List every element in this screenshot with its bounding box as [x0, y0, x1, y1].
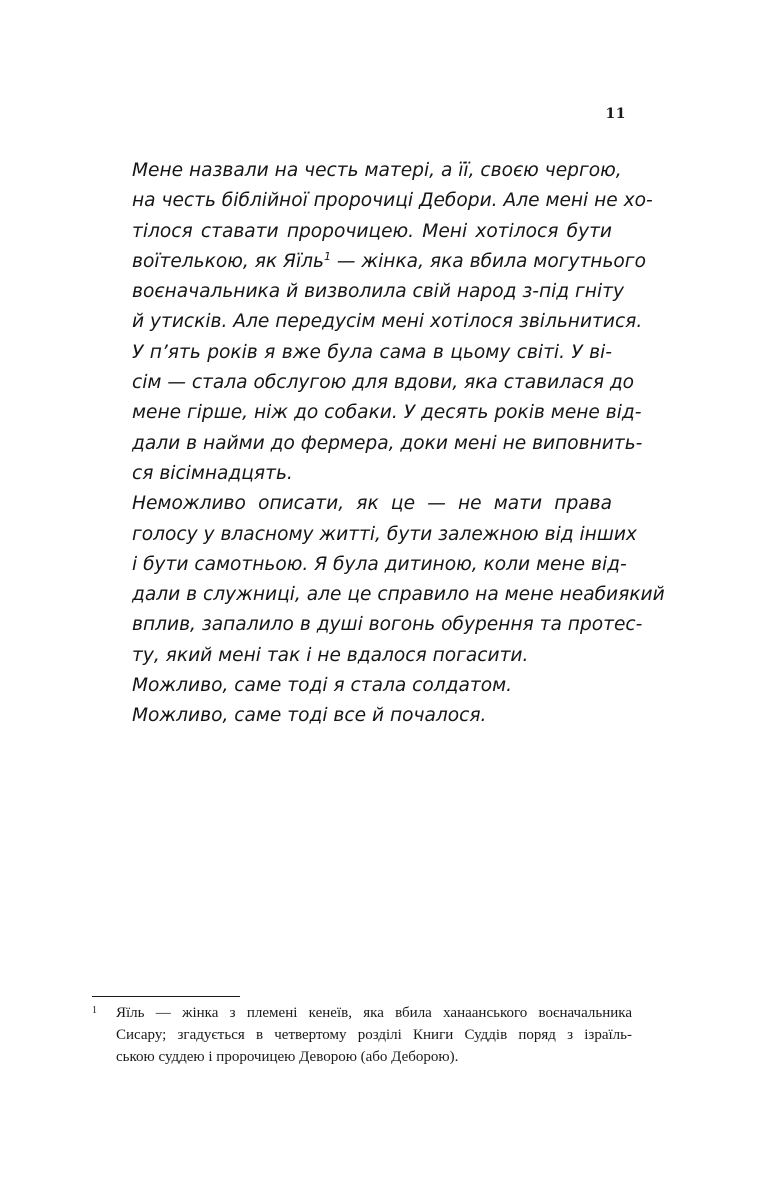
- text-line: Можливо, саме тоді я стала солдатом.: [132, 675, 513, 697]
- body-text: [132, 156, 665, 732]
- text-line: У п’ять років я вже була сама в цьому світі. У ві-: [132, 341, 612, 363]
- text-line: й утисків. Але передусім мені хотілося звільнитися.: [132, 311, 643, 333]
- text-segment: воїтелькою, як Яїль: [132, 250, 324, 272]
- text-line: дали в служниці, але це справило на мене неабиякий: [132, 584, 665, 606]
- text-line: тілося ставати пророчицею. Мені хотілося бути: [132, 220, 612, 242]
- footnote-text: [116, 1002, 632, 1068]
- footnote-line: ською суддею і пророчицею Деворою (або Деборою).: [116, 1049, 459, 1065]
- text-line: вплив, запалило в душі вогонь обурення та протес-: [132, 614, 643, 636]
- page-number: 11: [605, 106, 626, 122]
- footnote-divider: [92, 996, 240, 997]
- text-line: ту, який мені так і не вдалося погасити.: [132, 644, 529, 666]
- footnote-line: Яїль — жінка з племені кенеїв, яка вбила ханаанського воєначальника: [116, 1005, 632, 1021]
- text-line: голосу у власному житті, бути залежною від інших: [132, 523, 637, 545]
- text-line: воєначальника й визволила свій народ з-під гніту: [132, 281, 624, 303]
- text-segment: — жінка, яка вбила могутнього: [330, 250, 646, 272]
- text-line: мене гірше, ніж до собаки. У десять років мене від-: [132, 402, 642, 424]
- footnote-reference: 1: [323, 249, 331, 263]
- footnote-line: Сисару; згадується в четвертому розділі Книги Суддів поряд з ізраїль-: [116, 1027, 632, 1043]
- footnote-mark: 1: [92, 1005, 97, 1016]
- text-line: Можливо, саме тоді все й почалося.: [132, 705, 487, 727]
- text-line: на честь біблійної пророчиці Дебори. Але мені не хо-: [132, 190, 653, 212]
- text-line: дали в найми до фермера, доки мені не виповнить-: [132, 432, 643, 454]
- footnote: [92, 1002, 632, 1068]
- text-line: і бути самотньою. Я була дитиною, коли мене від-: [132, 553, 627, 575]
- text-line: ся вісімнадцять.: [132, 462, 293, 484]
- text-line: Мене назвали на честь матері, а її, своєю чергою,: [132, 160, 622, 181]
- text-line: Неможливо описати, як це — не мати права: [132, 493, 612, 515]
- text-line: сім — стала обслугою для вдови, яка ставилася до: [132, 372, 635, 394]
- text-line: [132, 247, 646, 277]
